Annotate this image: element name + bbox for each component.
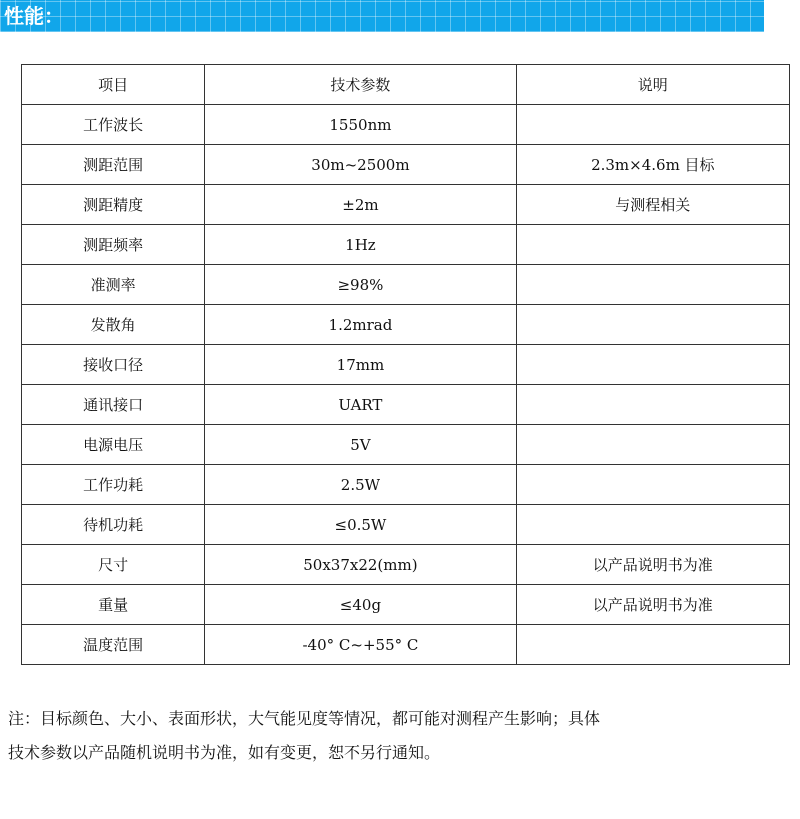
cell-note: [516, 625, 789, 665]
cell-note: [516, 265, 789, 305]
cell-param: ≥98%: [205, 265, 516, 305]
cell-item: 重量: [22, 585, 205, 625]
cell-param: ≤40g: [205, 585, 516, 625]
cell-note: [516, 425, 789, 465]
cell-param: 50x37x22(mm): [205, 545, 516, 585]
cell-note: 以产品说明书为准: [516, 585, 789, 625]
cell-note: 以产品说明书为准: [516, 545, 789, 585]
cell-note: [516, 225, 789, 265]
cell-item: 尺寸: [22, 545, 205, 585]
table-row: [22, 385, 790, 425]
table-row: [22, 225, 790, 265]
cell-item: 测距范围: [22, 145, 205, 185]
table-row: [22, 305, 790, 345]
cell-param: 5V: [205, 425, 516, 465]
column-header-item: 项目: [22, 65, 205, 105]
cell-note: [516, 345, 789, 385]
table-row: [22, 505, 790, 545]
table-row: [22, 265, 790, 305]
cell-item: 准测率: [22, 265, 205, 305]
cell-param: 1Hz: [205, 225, 516, 265]
table-row: [22, 425, 790, 465]
cell-item: 测距频率: [22, 225, 205, 265]
section-title: 性能：: [4, 4, 64, 28]
table-row: [22, 585, 790, 625]
cell-item: 温度范围: [22, 625, 205, 665]
cell-note: 与测程相关: [516, 185, 789, 225]
cell-item: 通讯接口: [22, 385, 205, 425]
cell-note: [516, 105, 789, 145]
table-row: [22, 105, 790, 145]
cell-param: UART: [205, 385, 516, 425]
table-row: [22, 145, 790, 185]
cell-param: ≤0.5W: [205, 505, 516, 545]
cell-item: 工作功耗: [22, 465, 205, 505]
table-row: [22, 345, 790, 385]
cell-note: 2.3m×4.6m 目标: [516, 145, 789, 185]
cell-item: 电源电压: [22, 425, 205, 465]
footnote: [8, 702, 788, 770]
cell-param: 1550nm: [205, 105, 516, 145]
cell-item: 测距精度: [22, 185, 205, 225]
footnote-line: 注：目标颜色、大小、表面形状，大气能见度等情况，都可能对测程产生影响；具体: [8, 709, 601, 728]
cell-param: 30m~2500m: [205, 145, 516, 185]
cell-note: [516, 465, 789, 505]
cell-item: 工作波长: [22, 105, 205, 145]
spec-table: [21, 64, 790, 665]
cell-param: ±2m: [205, 185, 516, 225]
section-header-bar: [0, 0, 764, 32]
cell-item: 发散角: [22, 305, 205, 345]
cell-param: 1.2mrad: [205, 305, 516, 345]
cell-note: [516, 505, 789, 545]
cell-note: [516, 385, 789, 425]
cell-param: 2.5W: [205, 465, 516, 505]
table-row: [22, 545, 790, 585]
column-header-param: 技术参数: [205, 65, 516, 105]
footnote-line: 技术参数以产品随机说明书为准，如有变更，恕不另行通知。: [8, 743, 441, 762]
table-row: [22, 185, 790, 225]
column-header-note: 说明: [516, 65, 789, 105]
table-row: [22, 465, 790, 505]
cell-item: 接收口径: [22, 345, 205, 385]
cell-param: 17mm: [205, 345, 516, 385]
cell-item: 待机功耗: [22, 505, 205, 545]
cell-param: -40° C~+55° C: [205, 625, 516, 665]
cell-note: [516, 305, 789, 345]
table-header-row: [22, 65, 790, 105]
table-row: [22, 625, 790, 665]
